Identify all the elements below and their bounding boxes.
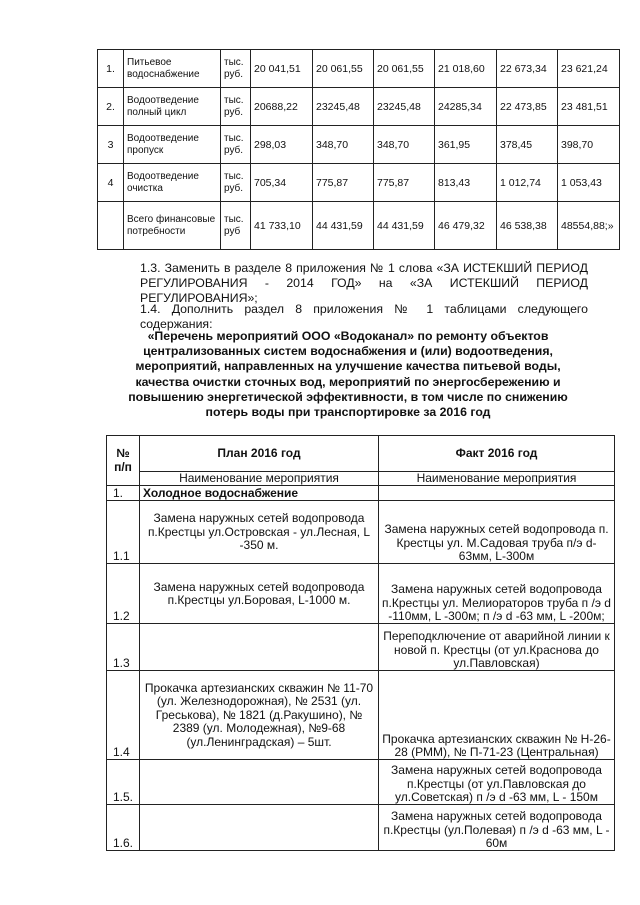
service-name: Водоотведение пропуск bbox=[124, 126, 221, 164]
value-cell: 775,87 bbox=[313, 164, 374, 202]
plan-cell: Замена наружных сетей водопровода п.Крестцы ул.Боровая, L-1000 м. bbox=[140, 564, 379, 624]
service-name: Водоотведение очистка bbox=[124, 164, 221, 202]
finance-row bbox=[98, 50, 620, 88]
value-cell: 23245,48 bbox=[374, 88, 435, 126]
value-cell: 775,87 bbox=[374, 164, 435, 202]
value-cell: 21 018,60 bbox=[435, 50, 497, 88]
financial-needs-table bbox=[97, 49, 620, 250]
row-number bbox=[98, 202, 124, 250]
section-number: 1. bbox=[107, 486, 140, 501]
unit: тыс. руб. bbox=[221, 50, 251, 88]
plan-cell bbox=[140, 624, 379, 671]
section-empty bbox=[379, 486, 615, 501]
row-number: 2. bbox=[98, 88, 124, 126]
section-title: Холодное водоснабжение bbox=[140, 486, 379, 501]
value-cell: 1 053,43 bbox=[558, 164, 620, 202]
table-row bbox=[107, 564, 615, 624]
value-cell: 705,34 bbox=[251, 164, 313, 202]
row-number: 1.5. bbox=[107, 760, 140, 805]
unit: тыс. руб bbox=[221, 202, 251, 250]
plan-subheader: Наименование мероприятия bbox=[140, 472, 379, 486]
service-name: Водоотведение полный цикл bbox=[124, 88, 221, 126]
value-cell: 46 479,32 bbox=[435, 202, 497, 250]
row-number: 1.6. bbox=[107, 805, 140, 851]
value-cell: 20688,22 bbox=[251, 88, 313, 126]
value-cell: 20 061,55 bbox=[374, 50, 435, 88]
value-cell: 23 481,51 bbox=[558, 88, 620, 126]
service-name: Питьевое водоснабжение bbox=[124, 50, 221, 88]
row-number: 1. bbox=[98, 50, 124, 88]
value-cell: 348,70 bbox=[313, 126, 374, 164]
value-cell: 378,45 bbox=[497, 126, 558, 164]
unit: тыс. руб. bbox=[221, 126, 251, 164]
fact-cell: Замена наружных сетей водопровода п.Крестцы (ул.Полевая) п /э d -63 мм, L - 60м bbox=[379, 805, 615, 851]
value-cell: 22 673,34 bbox=[497, 50, 558, 88]
value-cell: 298,03 bbox=[251, 126, 313, 164]
fact-cell: Замена наружных сетей водопровода п. Крестцы ул. М.Садовая труба п/э d-63мм, L-300м bbox=[379, 501, 615, 564]
value-cell: 361,95 bbox=[435, 126, 497, 164]
finance-total-row bbox=[98, 202, 620, 250]
paragraph-1-3: 1.3. Заменить в разделе 8 приложения № 1 слова «ЗА ИСТЕКШИЙ ПЕРИОД РЕГУЛИРОВАНИЯ - 2014 ГОД» на «ЗА ИСТЕКШИЙ ПЕРИОД РЕГУЛИРОВАНИЯ»; bbox=[140, 261, 588, 305]
row-number: 1.4 bbox=[107, 671, 140, 760]
paragraph-1-4: 1.4. Дополнить раздел 8 приложения № 1 таблицами следующего содержания: bbox=[140, 302, 588, 331]
table-row bbox=[107, 805, 615, 851]
unit: тыс. руб. bbox=[221, 88, 251, 126]
finance-row bbox=[98, 88, 620, 126]
table-header-row bbox=[107, 436, 615, 472]
plan-cell: Прокачка артезианских скважин № 11-70 (ул. Железнодорожная), № 2531 (ул. Греськова), № 1821 (д.Ракушино), № 2389 (ул. Молодежная), №9-68 (ул.Ленинградская) – 5шт. bbox=[140, 671, 379, 760]
row-number: 3 bbox=[98, 126, 124, 164]
plan-cell: Замена наружных сетей водопровода п.Крестцы ул.Островская - ул.Лесная, L -350 м. bbox=[140, 501, 379, 564]
fact-cell: Замена наружных сетей водопровода п.Крестцы ул. Мелиораторов труба п /э d -110мм, L -300м; п /э d -63 мм, L -200м; bbox=[379, 564, 615, 624]
col-plan-header: План 2016 год bbox=[140, 436, 379, 472]
value-cell: 48554,88;» bbox=[558, 202, 620, 250]
value-cell: 1 012,74 bbox=[497, 164, 558, 202]
value-cell: 20 061,55 bbox=[313, 50, 374, 88]
fact-cell: Замена наружных сетей водопровода п.Крестцы (от ул.Павловская до ул.Советская) п /э d -63 мм, L - 150м bbox=[379, 760, 615, 805]
value-cell: 41 733,10 bbox=[251, 202, 313, 250]
value-cell: 348,70 bbox=[374, 126, 435, 164]
value-cell: 44 431,59 bbox=[374, 202, 435, 250]
unit: тыс. руб. bbox=[221, 164, 251, 202]
fact-cell: Переподключение от аварийной линии к новой п. Крестцы (от ул.Краснова до ул.Павловская) bbox=[379, 624, 615, 671]
row-number: 1.2 bbox=[107, 564, 140, 624]
fact-subheader: Наименование мероприятия bbox=[379, 472, 615, 486]
table-row bbox=[107, 760, 615, 805]
table-subheader-row bbox=[107, 472, 615, 486]
value-cell: 22 473,85 bbox=[497, 88, 558, 126]
section-row bbox=[107, 486, 615, 501]
table-row bbox=[107, 501, 615, 564]
value-cell: 398,70 bbox=[558, 126, 620, 164]
row-number: 1.1 bbox=[107, 501, 140, 564]
service-name: Всего финансовые потребности bbox=[124, 202, 221, 250]
value-cell: 44 431,59 bbox=[313, 202, 374, 250]
finance-row bbox=[98, 164, 620, 202]
table-row bbox=[107, 624, 615, 671]
fact-cell: Прокачка артезианских скважин № Н-26-28 (РММ), № П-71-23 (Центральная) bbox=[379, 671, 615, 760]
row-number: 4 bbox=[98, 164, 124, 202]
plan-cell bbox=[140, 805, 379, 851]
row-number: 1.3 bbox=[107, 624, 140, 671]
value-cell: 23245,48 bbox=[313, 88, 374, 126]
plan-fact-table bbox=[106, 435, 615, 851]
plan-cell bbox=[140, 760, 379, 805]
col-number-header: № п/п bbox=[107, 436, 140, 486]
value-cell: 813,43 bbox=[435, 164, 497, 202]
measures-heading: «Перечень мероприятий ООО «Водоканал» по ремонту объектов централизованных систем водоснабжения и (или) водоотведения, мероприятий, направленных на улучшение качества питьевой воды, качества очистки сточных вод, мероприятий по энергосбережению и повышению энергетической эффективности, в том числе по снижению потерь воды при транспортировке за 2016 год bbox=[128, 329, 568, 420]
value-cell: 46 538,38 bbox=[497, 202, 558, 250]
value-cell: 24285,34 bbox=[435, 88, 497, 126]
value-cell: 23 621,24 bbox=[558, 50, 620, 88]
value-cell: 20 041,51 bbox=[251, 50, 313, 88]
finance-row bbox=[98, 126, 620, 164]
table-row bbox=[107, 671, 615, 760]
col-fact-header: Факт 2016 год bbox=[379, 436, 615, 472]
